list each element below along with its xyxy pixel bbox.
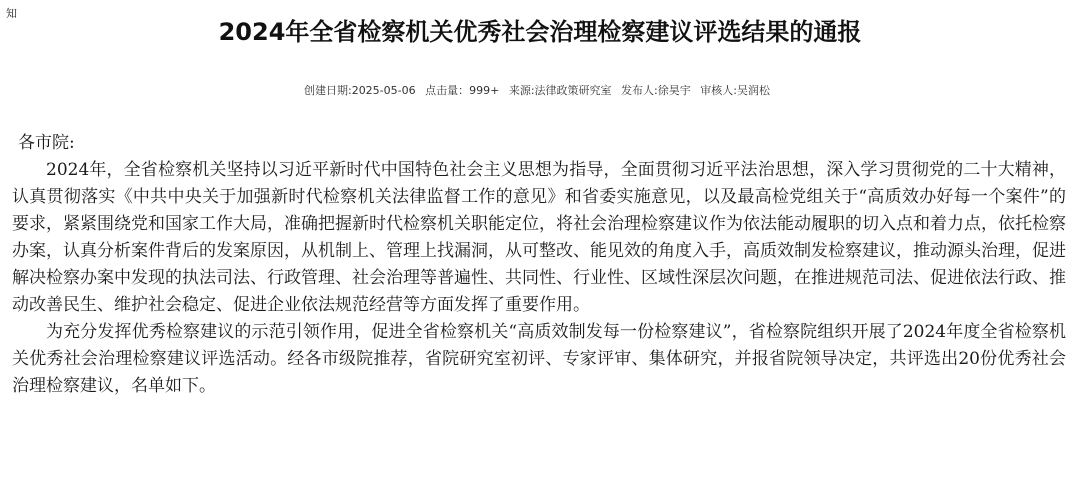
created-date: 创建日期:2025-05-06 <box>303 84 416 97</box>
view-count: 点击量：999+ <box>425 84 500 97</box>
source-label: 来源:法律政策研究室 <box>508 84 612 97</box>
paragraph: 为充分发挥优秀检察建议的示范引领作用，促进全省检察机关“高质效制发每一份检察建议”，省检察院组织开展了2024年度全省检察机关优秀社会治理检察建议评选活动。经各市级院推荐，省院研究室初评、专家评审、集体研究，并报省院领导决定，共评选出20份优秀社会治理检察建议，名单如下。 <box>12 322 1066 396</box>
salutation: 各市院: <box>18 133 75 153</box>
corner-mark: 知 <box>6 7 17 20</box>
article-body <box>12 130 1066 400</box>
article-meta <box>0 83 1080 99</box>
reviewer-label: 审核人:吴润松 <box>700 84 770 97</box>
paragraph: 2024年，全省检察机关坚持以习近平新时代中国特色社会主义思想为指导，全面贯彻习近平法治思想，深入学习贯彻党的二十大精神，认真贯彻落实《中共中央关于加强新时代检察机关法律监督工作的意见》和省委实施意见，以及最高检党组关于“高质效办好每一个案件”的要求，紧紧围绕党和国家工作大局，准确把握新时代检察机关职能定位，将社会治理检察建议作为依法能动履职的切入点和着力点，依托检察办案，认真分析案件背后的发案原因，从机制上、管理上找漏洞，从可整改、能见效的角度入手，高质效制发检察建议，推动源头治理，促进解决检察办案中发现的执法司法、行政管理、社会治理等普遍性、共同性、行业性、区域性深层次问题，在推进规范司法、促进依法行政、推动改善民生、维护社会稳定、促进企业依法规范经营等方面发挥了重要作用。 <box>12 160 1066 315</box>
publisher-label: 发布人:徐昊宇 <box>621 84 691 97</box>
page-title: 2024年全省检察机关优秀社会治理检察建议评选结果的通报 <box>218 18 862 46</box>
